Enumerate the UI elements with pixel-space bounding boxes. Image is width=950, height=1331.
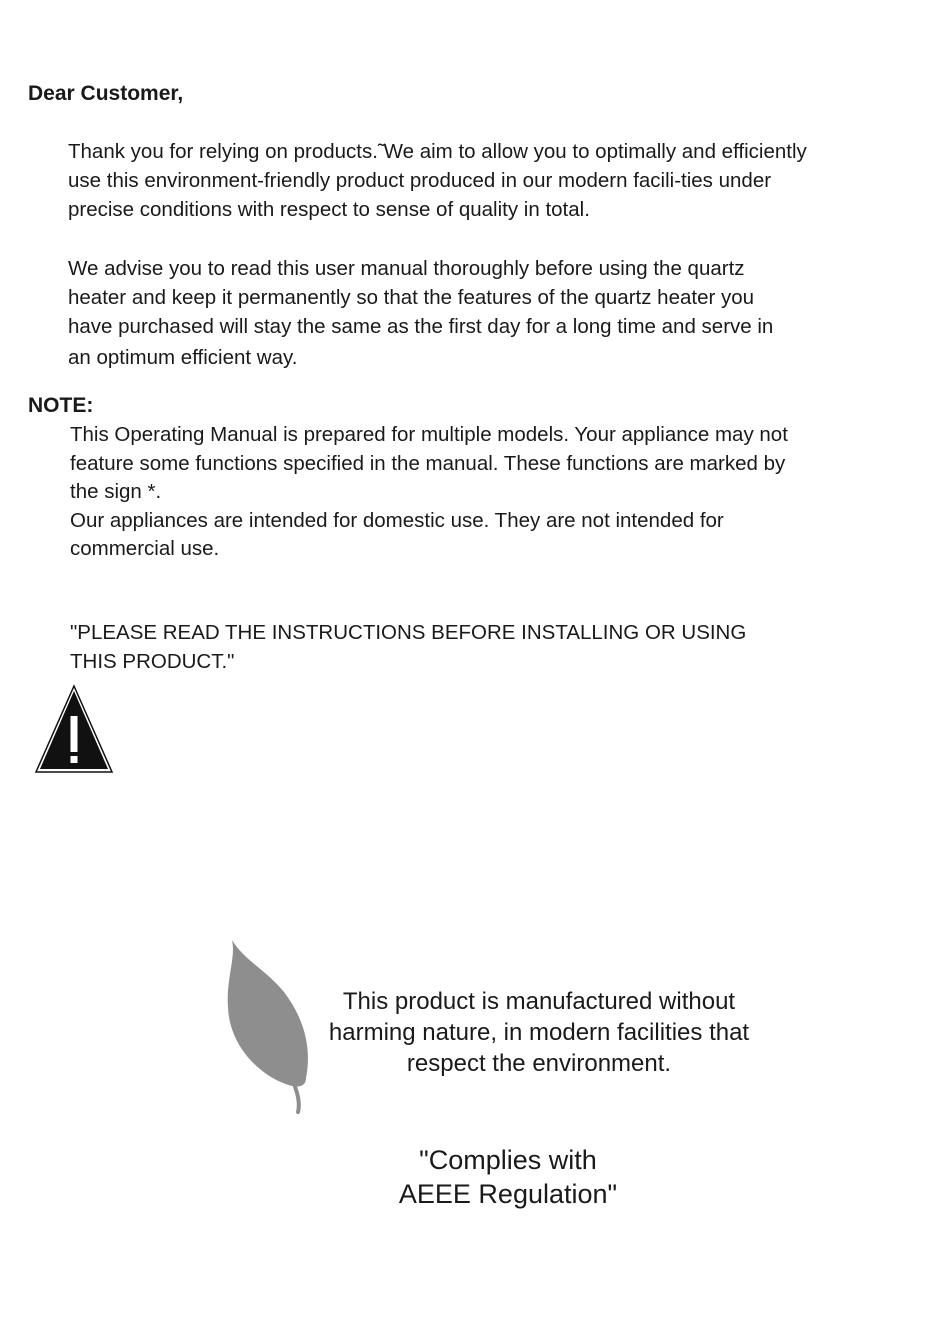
advice-line: have purchased will stay the same as the first day for a long time and serve in: [68, 315, 774, 338]
note-line: Our appliances are intended for domestic use. They are not intended for: [70, 508, 724, 532]
note-line: commercial use.: [70, 537, 220, 560]
intro-line: use this environment-friendly product produced in our modern facili-ties under: [68, 169, 772, 192]
eco-line: harming nature, in modern facilities that: [328, 1019, 750, 1046]
compliance-statement: [358, 1143, 658, 1211]
note-line: feature some functions specified in the manual. These functions are marked by: [70, 451, 786, 475]
instruction-line: THIS PRODUCT.": [70, 650, 235, 673]
greeting: Dear Customer,: [28, 82, 184, 105]
advice-line: We advise you to read this user manual thoroughly before using the quartz: [68, 257, 745, 280]
eco-line: respect the environment.: [406, 1050, 672, 1077]
intro-line: Thank you for relying on products.̃ We aim to allow you to optimally and efficiently: [68, 140, 807, 163]
eco-line: This product is manufactured without: [342, 988, 736, 1015]
note-line: This Operating Manual is prepared for multiple models. Your appliance may not: [70, 423, 788, 446]
note-body: [70, 421, 940, 564]
intro-line: precise conditions with respect to sense of quality in total.: [68, 198, 590, 221]
eco-statement: [298, 986, 780, 1079]
instruction-line: "PLEASE READ THE INSTRUCTIONS BEFORE INSTALLING OR USING: [70, 621, 747, 644]
compliance-line: "Complies with: [419, 1145, 597, 1175]
advice-paragraph: [68, 254, 948, 375]
compliance-line: AEEE Regulation": [398, 1179, 618, 1209]
warning-triangle-icon: [34, 684, 114, 774]
advice-line: heater and keep it permanently so that the features of the quartz heater you: [68, 286, 755, 309]
note-heading: NOTE:: [28, 394, 94, 417]
note-line: the sign *.: [70, 480, 162, 503]
intro-paragraph: [68, 137, 948, 224]
instruction-notice: [70, 618, 746, 676]
advice-line: an optimum efficient way.: [68, 346, 298, 369]
